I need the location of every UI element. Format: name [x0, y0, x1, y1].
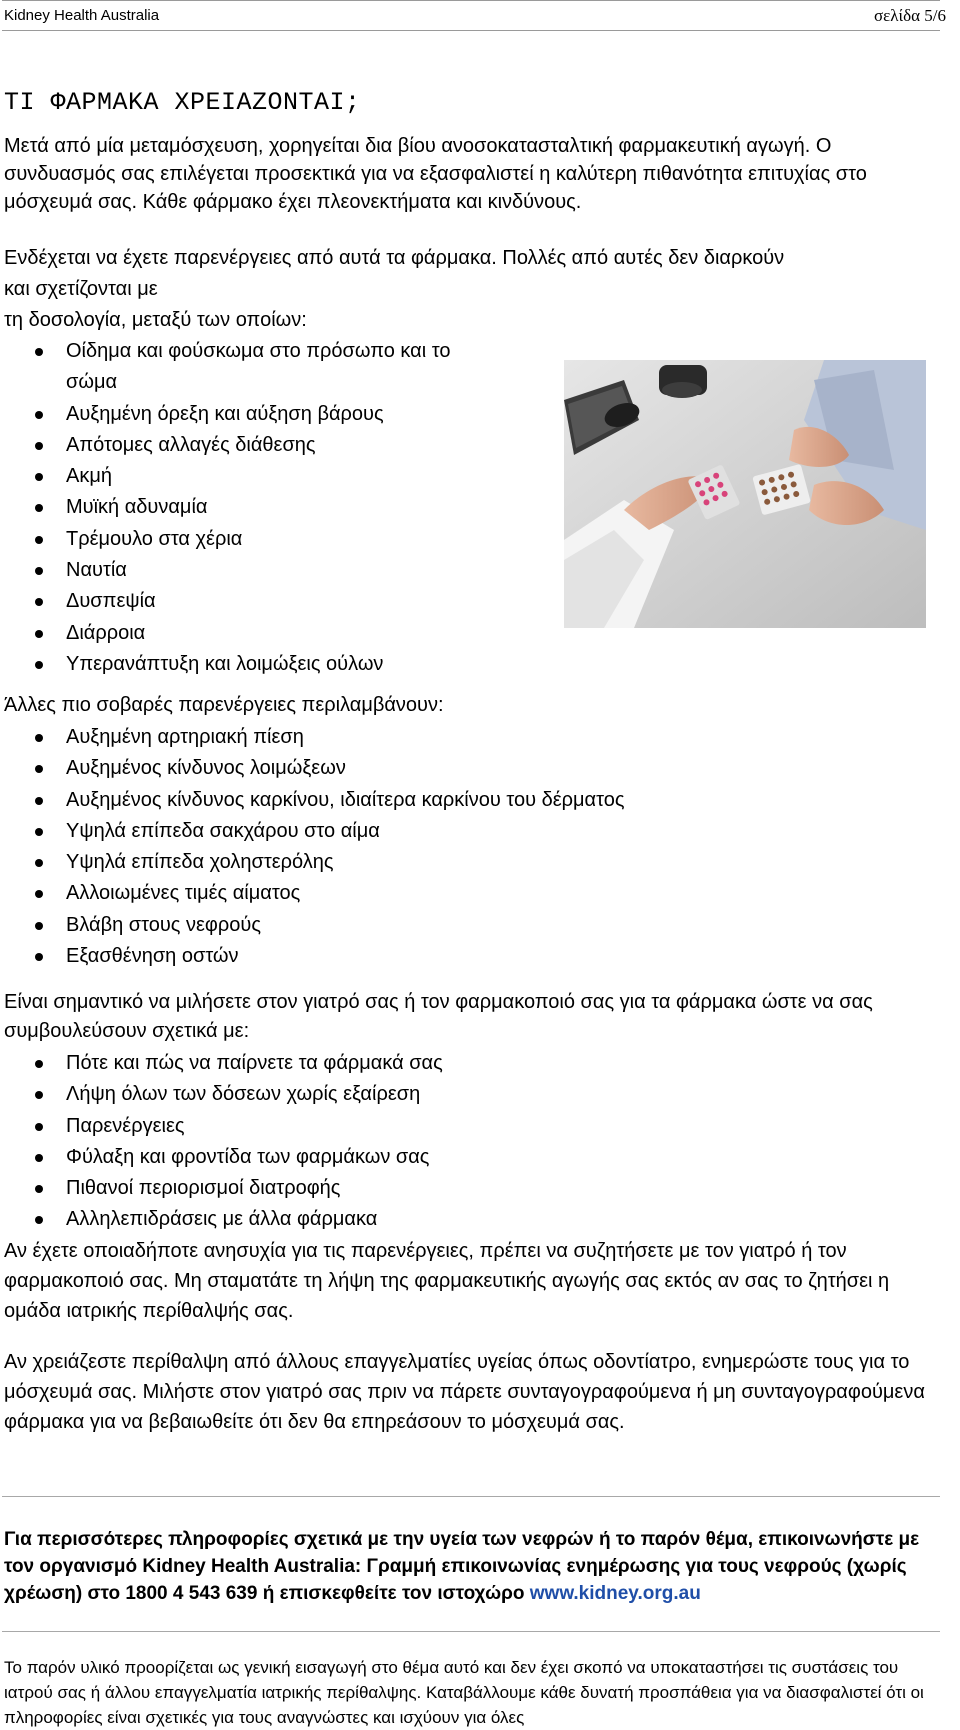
list-item: Υψηλά επίπεδα χοληστερόλης	[0, 847, 940, 878]
list-item: Αυξημένος κίνδυνος λοιμώξεων	[0, 753, 940, 784]
concerns-paragraph: Αν έχετε οποιαδήποτε ανησυχία για τις παρενέργειες, πρέπει να συζητήσετε με τον γιατρό ή τον φαρμακοποιό σας. Μη σταματάτε τη λήψη της φαρμακευτικής αγωγής σας εκτός αν σας το ζητήσει η ομάδα ιατρικής περίθαλψής σας.	[4, 1240, 890, 1322]
header-top-rule	[2, 0, 940, 1]
list-item: Απότομες αλλαγές διάθεσης	[0, 430, 520, 461]
side-effects-line-1: Ενδέχεται να έχετε παρενέργειες από αυτά τα φάρμακα. Πολλές από αυτές δεν διαρκούν	[4, 247, 785, 269]
list-item: Αλλοιωμένες τιμές αίματος	[0, 878, 940, 909]
disclaimer-paragraph: Το παρόν υλικό προορίζεται ως γενική εισαγωγή στο θέμα αυτό και δεν έχει σκοπό να υποκαταστήσει τις συστάσεις του ιατρού σας ή άλλου επαγγελματία ιατρικής περίθαλψης. Καταβάλλουμε κάθε δυνατή προσπάθεια για να διασφαλιστεί ότι οι πληροφορίες είναι σχετικές για τους αναγνώστες και ισχύουν για όλες	[4, 1658, 924, 1727]
header-page-number: σελίδα 5/6	[873, 6, 946, 25]
list-item: Αυξημένος κίνδυνος καρκίνου, ιδιαίτερα καρκίνου του δέρματος	[0, 785, 940, 816]
side-effects-line-2: και σχετίζονται με	[4, 278, 158, 300]
serious-side-effects-intro: Άλλες πιο σοβαρές παρενέργειες περιλαμβάνουν:	[4, 694, 444, 716]
page-title: ΤΙ ΦΑΡΜΑΚΑ ΧΡΕΙΑΖΟΝΤΑΙ;	[4, 88, 361, 117]
website-link[interactable]: www.kidney.org.au	[529, 1583, 701, 1604]
list-item: Αυξημένη όρεξη και αύξηση βάρους	[0, 399, 520, 430]
page-header	[4, 4, 956, 28]
advice-intro: Είναι σημαντικό να μιλήσετε στον γιατρό σας ή τον φαρμακοποιό σας για τα φάρμακα ώστε να σας συμβουλεύσουν σχετικά με:	[4, 991, 873, 1042]
list-item: Υπερανάπτυξη και λοιμώξεις ούλων	[0, 649, 520, 680]
footer-rule	[2, 1631, 940, 1632]
contact-paragraph	[4, 1526, 940, 1607]
list-item: Αλληλεπιδράσεις με άλλα φάρμακα	[0, 1204, 940, 1235]
section-rule	[2, 1496, 940, 1497]
intro-paragraph: Μετά από μία μεταμόσχευση, χορηγείται δια βίου ανοσοκατασταλτική φαρμακευτική αγωγή. Ο συνδυασμός σας επιλέγεται προσεκτικά για να εξασφαλιστεί η καλύτερη πιθανότητα επιτυχίας στο μόσχευμά σας. Κάθε φάρμακο έχει πλεονεκτήματα και κινδύνους.	[4, 135, 867, 213]
other-care-paragraph: Αν χρειάζεστε περίθαλψη από άλλους επαγγελματίες υγείας όπως οδοντίατρο, ενημερώστε τους για το μόσχευμά σας. Μιλήστε στον γιατρό σας πριν να πάρετε συνταγογραφούμενα ή μη συνταγογραφούμενα φάρμακα για να βεβαιωθείτε ότι δεν θα επηρεάσουν το μόσχευμά σας.	[4, 1351, 925, 1433]
list-item: Βλάβη στους νεφρούς	[0, 910, 940, 941]
list-item: Λήψη όλων των δόσεων χωρίς εξαίρεση	[0, 1079, 940, 1110]
list-item: Πότε και πώς να παίρνετε τα φάρμακά σας	[0, 1048, 940, 1079]
contact-text: Για περισσότερες πληροφορίες σχετικά με την υγεία των νεφρών ή το παρόν θέμα, επικοινωνήστε με τον οργανισμό Kidney Health Australia: Γραμμή επικοινωνίας ενημέρωσης για τους νεφρούς (χωρίς χρέωση) στο 1800 4 543 639 ή επισκεφθείτε τον ιστοχώρο	[4, 1529, 920, 1604]
list-item: Οίδημα και φούσκωμα στο πρόσωπο και το σώμα	[0, 336, 520, 399]
list-item: Φύλαξη και φροντίδα των φαρμάκων σας	[0, 1142, 940, 1173]
common-side-effects-list	[0, 336, 520, 680]
list-item: Μυϊκή αδυναμία	[0, 492, 520, 523]
list-item: Παρενέργειες	[0, 1111, 940, 1142]
list-item: Ναυτία	[0, 555, 520, 586]
side-effects-line-3: τη δοσολογία, μεταξύ των οποίων:	[4, 309, 307, 331]
list-item: Πιθανοί περιορισμοί διατροφής	[0, 1173, 940, 1204]
list-item: Υψηλά επίπεδα σακχάρου στο αίμα	[0, 816, 940, 847]
list-item: Διάρροια	[0, 618, 520, 649]
header-rule	[2, 30, 940, 31]
list-item: Δυσπεψία	[0, 586, 520, 617]
doctor-patient-pills-photo	[564, 360, 926, 628]
list-item: Τρέμουλο στα χέρια	[0, 524, 520, 555]
serious-side-effects-list	[0, 722, 940, 972]
list-item: Ακμή	[0, 461, 520, 492]
list-item: Αυξημένη αρτηριακή πίεση	[0, 722, 940, 753]
header-org-name: Kidney Health Australia	[4, 7, 160, 24]
advice-list	[0, 1048, 940, 1236]
list-item: Εξασθένηση οστών	[0, 941, 940, 972]
